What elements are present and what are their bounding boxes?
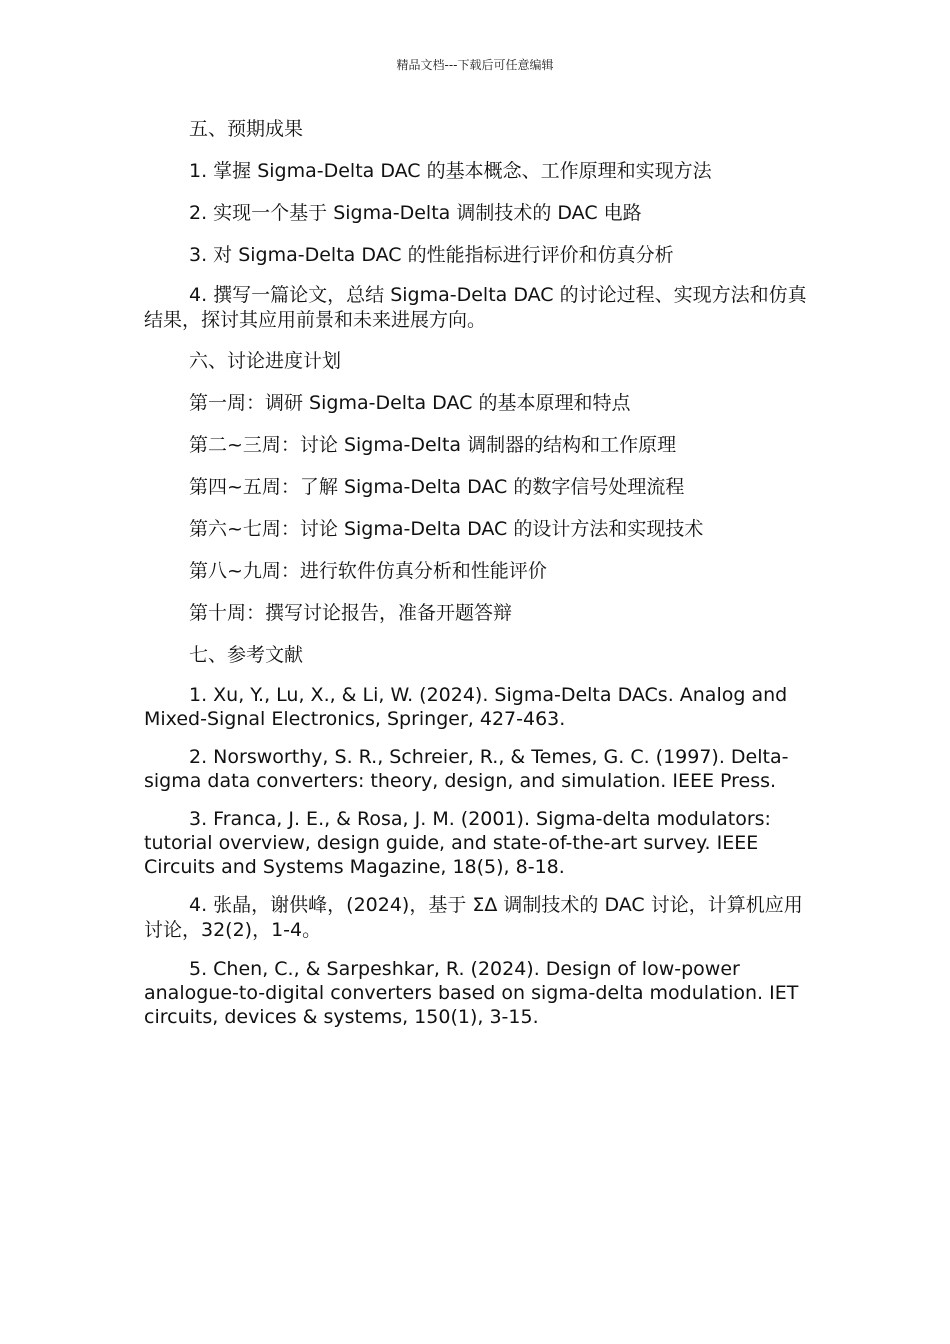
reference-item: 4. 张晶，谢供峰，(2024)，基于 ΣΔ 调制技术的 DAC 讨论，计算机应用讨论，32(2)，1-4。 bbox=[144, 894, 803, 941]
schedule-item: 第二~三周：讨论 Sigma-Delta 调制器的结构和工作原理 bbox=[189, 434, 677, 456]
section-heading-expected-results: 五、预期成果 bbox=[189, 118, 304, 140]
reference-item: 3. Franca, J. E., & Rosa, J. M. (2001). Sigma-delta modulators: tutorial overview, design guide, and state-of-the-art survey. IEEE Circuits and Systems Magazine, 18(5), 8-18. bbox=[144, 808, 771, 878]
schedule-item: 第十周：撰写讨论报告，准备开题答辩 bbox=[189, 602, 513, 624]
reference-item: 2. Norsworthy, S. R., Schreier, R., & Temes, G. C. (1997). Delta-sigma data converters: theory, design, and simulation. IEEE Press. bbox=[144, 746, 789, 792]
schedule-item: 第六~七周：讨论 Sigma-Delta DAC 的设计方法和实现技术 bbox=[189, 518, 704, 540]
reference-item: 5. Chen, C., & Sarpeshkar, R. (2024). Design of low-power analogue-to-digital converters based on sigma-delta modulation. IET circuits, devices & systems, 150(1), 3-15. bbox=[144, 958, 799, 1028]
schedule-item: 第四~五周：了解 Sigma-Delta DAC 的数字信号处理流程 bbox=[189, 476, 685, 498]
schedule-item: 第一周：调研 Sigma-Delta DAC 的基本原理和特点 bbox=[189, 392, 631, 414]
reference-item: 1. Xu, Y., Lu, X., & Li, W. (2024). Sigma-Delta DACs. Analog and Mixed-Signal Electronics, Springer, 427-463. bbox=[144, 684, 788, 730]
section-heading-references: 七、参考文献 bbox=[189, 644, 304, 666]
page-header: 精品文档---下载后可任意编辑 bbox=[396, 58, 554, 72]
section-heading-schedule: 六、讨论进度计划 bbox=[189, 350, 342, 372]
document-body bbox=[144, 115, 809, 1043]
expected-result-item: 2. 实现一个基于 Sigma-Delta 调制技术的 DAC 电路 bbox=[189, 202, 642, 224]
expected-result-item: 1. 掌握 Sigma-Delta DAC 的基本概念、工作原理和实现方法 bbox=[189, 160, 712, 182]
expected-result-item: 4. 撰写一篇论文，总结 Sigma-Delta DAC 的讨论过程、实现方法和仿真结果，探讨其应用前景和未来进展方向。 bbox=[144, 284, 807, 331]
schedule-item: 第八~九周：进行软件仿真分析和性能评价 bbox=[189, 560, 547, 582]
expected-result-item: 3. 对 Sigma-Delta DAC 的性能指标进行评价和仿真分析 bbox=[189, 244, 674, 266]
